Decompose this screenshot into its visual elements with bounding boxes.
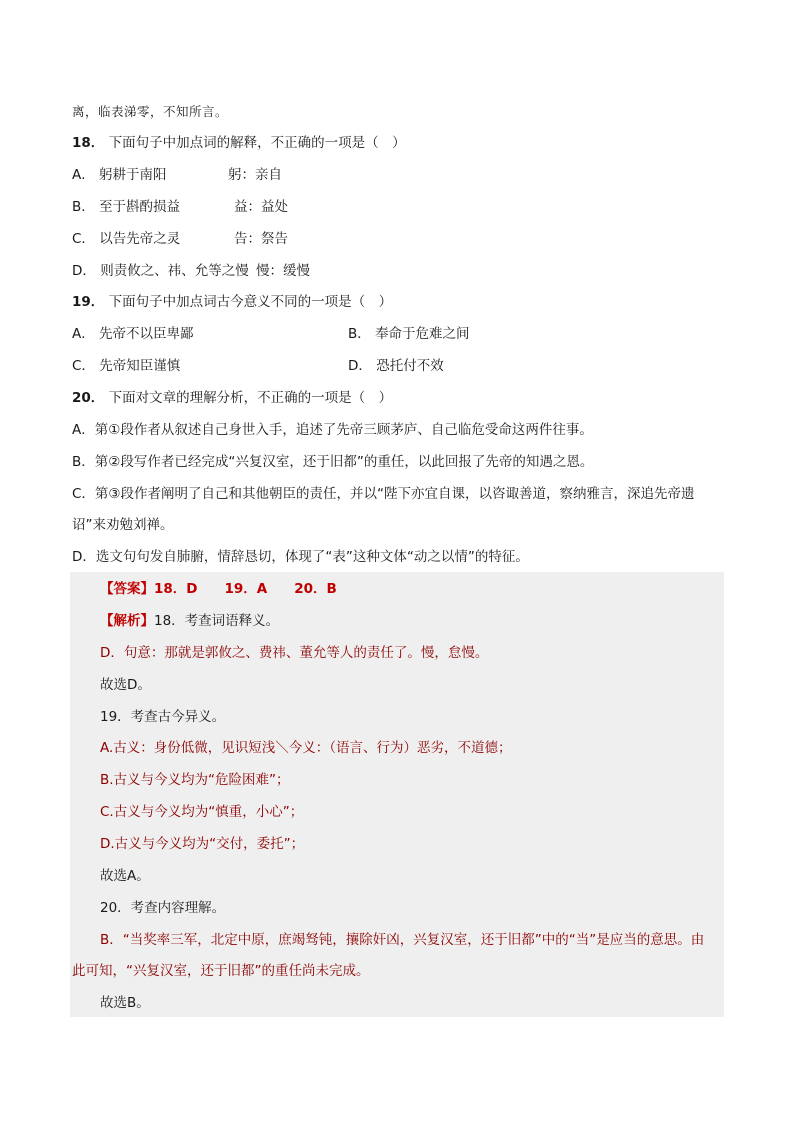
question-20-stem: 20． 下面对文章的理解分析，不正确的一项是（ ） bbox=[72, 390, 393, 406]
question-19-stem: 19． 下面句子中加点词古今意义不同的一项是（ ） bbox=[72, 294, 393, 310]
question-19-option-a: A． 先帝不以臣卑鄙 bbox=[72, 326, 194, 342]
question-20-option-c-line1: C．第③段作者阐明了自己和其他朝臣的责任，并以“陛下亦宜自课，以咨诹善道，察纳雅言，深追先帝遗 bbox=[72, 486, 695, 502]
question-20-option-b: B．第②段写作者已经完成“兴复汉室，还于旧都”的重任，以此回报了先帝的知遇之恩。 bbox=[72, 454, 594, 470]
analysis-q20-topic: 20．考查内容理解。 bbox=[100, 900, 226, 916]
question-20-option-c-line2: 诏”来劝勉刘禅。 bbox=[72, 517, 174, 533]
analysis-q19-d: D.古义与今义均为“交付，委托”； bbox=[100, 836, 305, 852]
question-19-option-d: D． 恐托付不效 bbox=[348, 358, 444, 374]
question-18-option-d: D． 则责攸之、祎、允等之慢 慢：缓慢 bbox=[72, 263, 310, 279]
question-18-text: 下面句子中加点词的解释，不正确的一项是（ ） bbox=[108, 135, 406, 151]
question-20-option-a: A．第①段作者从叙述自己身世入手，追述了先帝三顾茅庐、自己临危受命这两件往事。 bbox=[72, 422, 593, 438]
analysis-q19-c: C.古义与今义均为“慎重，小心”； bbox=[100, 804, 304, 820]
question-19-option-b: B． 奉命于危难之间 bbox=[348, 326, 470, 342]
question-18-option-b: B． 至于斟酌损益 益：益处 bbox=[72, 199, 288, 215]
question-18-option-c: C． 以告先帝之灵 告：祭告 bbox=[72, 231, 288, 247]
analysis-q18-explanation: D．句意：那就是郭攸之、费祎、董允等人的责任了。慢，怠慢。 bbox=[100, 645, 489, 661]
analysis-q19-a: A.古义：身份低微，见识短浅＼今义：（语言、行为）恶劣，不道德； bbox=[100, 740, 512, 756]
question-18-number: 18． bbox=[72, 135, 105, 151]
question-18-stem bbox=[72, 133, 406, 153]
answer-panel bbox=[70, 572, 724, 1017]
question-19-option-c: C． 先帝知臣谨慎 bbox=[72, 358, 181, 374]
analysis-q20-choice: 故选B。 bbox=[100, 995, 150, 1011]
analysis-heading: 【解析】18．考查词语释义。 bbox=[100, 613, 280, 629]
previous-text-fragment: 离，临表涕零，不知所言。 bbox=[72, 104, 229, 119]
analysis-q18-choice: 故选D。 bbox=[100, 677, 151, 693]
analysis-q20-expl-line2: 此可知，“兴复汉室，还于旧都”的重任尚未完成。 bbox=[72, 963, 370, 979]
analysis-q19-choice: 故选A。 bbox=[100, 868, 150, 884]
question-20-option-d: D．选文句句发自肺腑，情辞恳切，体现了“表”这种文体“动之以情”的特征。 bbox=[72, 549, 529, 565]
question-18-option-a: A． 躬耕于南阳 躬：亲自 bbox=[72, 167, 282, 183]
analysis-q19-topic: 19．考查古今异义。 bbox=[100, 709, 226, 725]
answer-key: 【答案】18．D 19．A 20．B bbox=[100, 581, 337, 597]
analysis-q19-b: B.古义与今义均为“危险困难”； bbox=[100, 772, 290, 788]
analysis-q20-expl-line1: B．“当奖率三军，北定中原，庶竭驽钝，攘除奸凶，兴复汉室，还于旧都”中的“当”是应当的意思。由 bbox=[100, 932, 705, 948]
